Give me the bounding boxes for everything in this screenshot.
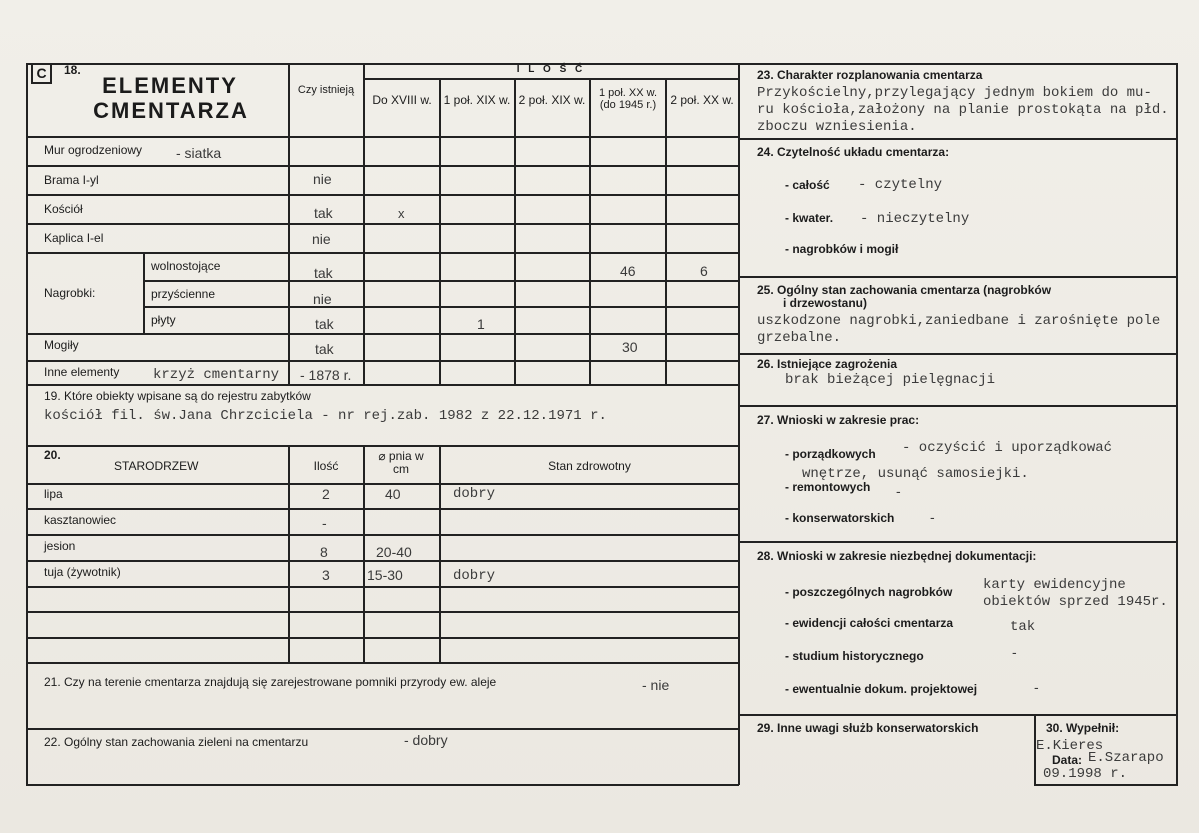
wolno-czy: tak xyxy=(314,265,333,281)
frame-left xyxy=(26,63,28,785)
section27-porzadk-label: - porządkowych xyxy=(785,447,876,461)
section23-line3: zboczu wzniesienia. xyxy=(757,119,917,135)
section28-bottom xyxy=(738,714,1177,716)
tree-4-state: dobry xyxy=(453,568,496,584)
section23-line1: Przykościelny,przylegający jednym bokiem do mu- xyxy=(757,85,1152,101)
section28-label: 28. Wnioski w zakresie niezbędnej dokumentacji: xyxy=(757,549,1037,563)
mur-value: - siatka xyxy=(176,145,222,161)
tree-3-diam: 20-40 xyxy=(376,544,412,560)
header-2pol20: 2 poł. XX w. xyxy=(670,93,734,107)
section24-label: 24. Czytelność układu cmentarza: xyxy=(757,145,950,159)
tree-col-stan xyxy=(439,445,441,663)
plyty-label: płyty xyxy=(151,313,176,327)
col-line-1pol19 xyxy=(439,78,441,384)
section30-data-value1: E.Szarapo xyxy=(1088,750,1164,766)
mur-label: Mur ogrodzeniowy xyxy=(44,143,143,157)
section30-label: 30. Wypełnił: xyxy=(1046,721,1120,735)
row-line-2 xyxy=(26,165,739,167)
frame-divider xyxy=(738,63,740,785)
tree-col-ilosc xyxy=(288,445,290,663)
tree-4-qty: 3 xyxy=(322,567,330,583)
nagrobki-divider xyxy=(143,252,145,334)
header-1pol19: 1 poł. XIX w. xyxy=(443,93,511,107)
header-1pol20: 1 poł. XX w. (do 1945 r.) xyxy=(598,87,658,111)
section23-bottom xyxy=(738,138,1177,140)
row-line-4 xyxy=(26,223,739,225)
section23-line2: ru kościoła,założony na planie prostokąta na płd. xyxy=(757,102,1169,118)
wolno-2pol20: 6 xyxy=(700,263,708,279)
section29-label: 29. Inne uwagi służb konserwatorskich xyxy=(757,721,979,735)
section25-line1: uszkodzone nagrobki,zaniedbane i zarośnięte pole xyxy=(757,313,1161,329)
frame-bottom-left xyxy=(26,784,739,786)
tree-1-diam: 40 xyxy=(385,486,401,502)
header-czy-istnieja: Czy istnieją xyxy=(297,84,355,96)
section18-title-line2: CMENTARZA xyxy=(93,98,249,123)
section24-nagrobkow-label: - nagrobków i mogił xyxy=(785,242,899,256)
tree-1-name: lipa xyxy=(44,487,63,501)
tree-3-name: jesion xyxy=(44,539,76,553)
section18-title-line1: ELEMENTY xyxy=(102,73,238,98)
frame-top-right xyxy=(738,63,1177,65)
section25-line2: grzebalne. xyxy=(757,330,842,346)
section28-nagr-label: - poszczególnych nagrobków xyxy=(785,585,953,599)
section19-bottom xyxy=(26,445,739,447)
tree-header-pien: ⌀ pnia w cm xyxy=(378,449,424,476)
row-line-1 xyxy=(26,136,739,138)
section27-bottom xyxy=(738,541,1177,543)
tree-col-pien xyxy=(363,445,365,663)
section28-stud-value: - xyxy=(1012,644,1017,660)
section28-stud-label: - studium historycznego xyxy=(785,649,924,663)
ilosc-underline xyxy=(363,78,739,80)
mogily-label: Mogiły xyxy=(44,338,79,352)
section24-calosc-value: - czytelny xyxy=(858,177,943,193)
section22-value: - dobry xyxy=(404,732,448,748)
inne-label: Inne elementy xyxy=(44,365,120,379)
inne-date: - 1878 r. xyxy=(300,367,352,383)
section27-remont-value: - xyxy=(896,483,901,499)
brama-label: Brama I-yl xyxy=(44,173,99,187)
section19-label: 19. Które obiekty wpisane są do rejestru zabytków xyxy=(44,389,311,403)
kosciol-do18: x xyxy=(398,206,405,221)
row-line-5 xyxy=(26,252,739,254)
kosciol-czy: tak xyxy=(314,205,333,221)
tree-4-diam: 15-30 xyxy=(367,567,403,583)
kaplica-czy: nie xyxy=(312,231,331,247)
tree-row-line-4 xyxy=(26,586,739,588)
section24-kwater-label: - kwater. xyxy=(785,211,834,225)
section26-label: 26. Istniejące zagrożenia xyxy=(757,357,898,371)
section25-label-line2: i drzewostanu) xyxy=(783,296,868,310)
tree-row-line-6 xyxy=(26,637,739,639)
section30-right xyxy=(1176,714,1178,786)
row-line-3 xyxy=(26,194,739,196)
section27-konserw-value: - xyxy=(930,509,935,525)
section28-proj-value: - xyxy=(1034,679,1039,695)
tree-4-name: tuja (żywotnik) xyxy=(44,565,121,579)
col-line-2pol19 xyxy=(514,78,516,384)
tree-1-qty: 2 xyxy=(322,486,330,502)
section27-remont-label: - remontowych xyxy=(785,480,871,494)
przysc-czy: nie xyxy=(313,291,332,307)
section27-label: 27. Wnioski w zakresie prac: xyxy=(757,413,920,427)
header-ilosc: I L O Ś Ć xyxy=(516,64,586,75)
row-line-6 xyxy=(143,280,739,282)
section20-number: 20. xyxy=(44,448,61,462)
section19-value: kościół fil. św.Jana Chrzciciela - nr rej.zab. 1982 z 22.12.1971 r. xyxy=(44,408,607,424)
col-line-2pol20 xyxy=(665,78,667,384)
tree-2-name: kasztanowiec xyxy=(44,513,117,527)
wolno-1pol20: 46 xyxy=(620,263,636,279)
tree-header-stan: Stan zdrowotny xyxy=(548,459,631,473)
section28-ewid-label: - ewidencji całości cmentarza xyxy=(785,616,954,630)
kosciol-label: Kościół xyxy=(44,202,83,216)
section22-label: 22. Ogólny stan zachowania zieleni na cmentarzu xyxy=(44,735,309,749)
row-line-9 xyxy=(26,360,739,362)
tree-1-state: dobry xyxy=(453,486,496,502)
tree-row-line-7 xyxy=(26,662,739,664)
tree-3-qty: 8 xyxy=(320,544,328,560)
section20-title: STARODRZEW xyxy=(114,459,199,473)
header-do18: Do XVIII w. xyxy=(372,93,432,107)
przysc-label: przyścienne xyxy=(151,287,216,301)
section25-label-line1: 25. Ogólny stan zachowania cmentarza (nagrobków xyxy=(757,283,1052,297)
row-line-7 xyxy=(143,306,739,308)
mogily-1pol20: 30 xyxy=(622,339,638,355)
nagrobki-label: Nagrobki: xyxy=(44,286,96,300)
section21-bottom xyxy=(26,728,739,730)
section30-data-value2: 09.1998 r. xyxy=(1043,766,1128,782)
tree-header-line xyxy=(26,483,739,485)
header-2pol19: 2 poł. XIX w. xyxy=(518,93,586,107)
section21-label: 21. Czy na terenie cmentarza znajdują się zarejestrowane pomniki przyrody ew. aleje xyxy=(44,675,497,689)
inne-value: krzyż cmentarny xyxy=(153,367,280,383)
mogily-czy: tak xyxy=(315,341,334,357)
section25-bottom xyxy=(738,353,1177,355)
section21-value: - nie xyxy=(642,677,670,693)
section23-label: 23. Charakter rozplanowania cmentarza xyxy=(757,68,983,82)
section-letter-box: C xyxy=(31,63,52,84)
row-line-8 xyxy=(26,333,739,335)
col-line-1pol20 xyxy=(589,78,591,384)
kaplica-label: Kaplica I-el xyxy=(44,231,104,245)
section30-name: E.Kieres xyxy=(1036,738,1104,754)
section24-bottom xyxy=(738,276,1177,278)
tree-header-ilosc: Ilość xyxy=(313,459,339,473)
section27-porzadk-value1: - oczyścić i uporządkować xyxy=(902,440,1113,456)
wolno-label: wolnostojące xyxy=(151,259,221,273)
section24-kwater-value: - nieczytelny xyxy=(860,211,970,227)
frame-right xyxy=(1176,63,1178,716)
section30-data-label: Data: xyxy=(1052,753,1083,767)
section18-number: 18. xyxy=(64,63,81,77)
row-line-10 xyxy=(26,384,739,386)
section24-calosc-label: - całość xyxy=(785,178,830,192)
section26-bottom xyxy=(738,405,1177,407)
section28-proj-label: - ewentualnie dokum. projektowej xyxy=(785,682,978,696)
tree-row-line-2 xyxy=(26,534,739,536)
section26-value: brak bieżącej pielęgnacji xyxy=(785,372,996,388)
tree-row-line-1 xyxy=(26,508,739,510)
section28-nagr-value2: obiektów sprzed 1945r. xyxy=(983,594,1168,610)
section30-bottom xyxy=(1034,784,1177,786)
tree-row-line-5 xyxy=(26,611,739,613)
plyty-czy: tak xyxy=(315,316,334,332)
section28-nagr-value1: karty ewidencyjne xyxy=(983,577,1126,593)
tree-2-qty: - xyxy=(322,515,327,531)
plyty-1pol19: 1 xyxy=(477,316,485,332)
section27-konserw-label: - konserwatorskich xyxy=(785,511,895,525)
section28-ewid-value: tak xyxy=(1010,619,1036,635)
brama-czy: nie xyxy=(313,171,332,187)
section27-porzadk-value2: wnętrze, usunąć samosiejki. xyxy=(802,466,1029,482)
